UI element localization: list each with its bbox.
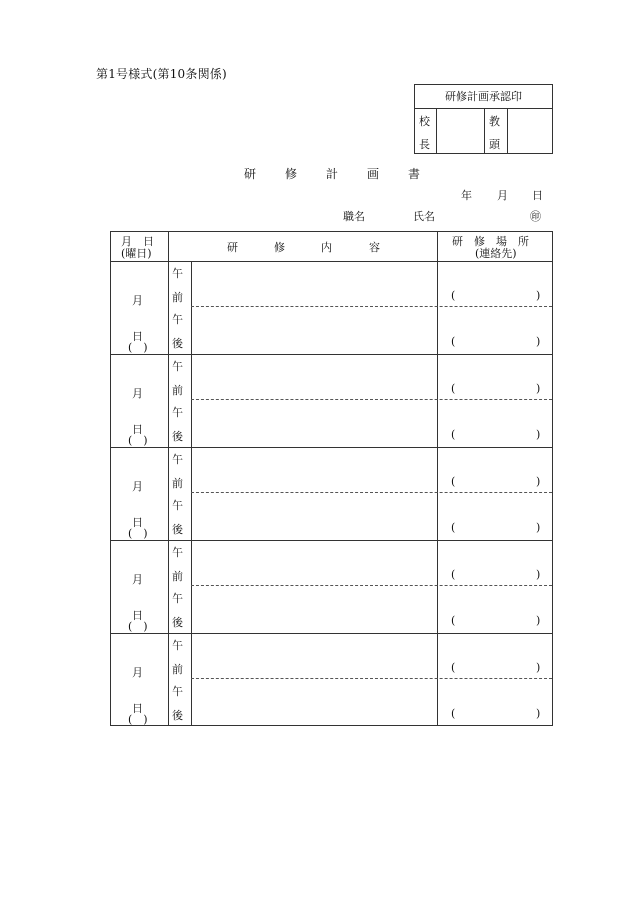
row-pm-place-open: ( bbox=[451, 428, 456, 441]
row-pm-place-close: ) bbox=[536, 335, 541, 348]
approval-stamp-box bbox=[414, 84, 553, 154]
row-day-label: 日 bbox=[132, 609, 143, 622]
row-pm-label-2: 後 bbox=[172, 616, 183, 629]
header-content-char-1: 研 bbox=[227, 241, 238, 254]
principal-label-2: 長 bbox=[419, 138, 430, 151]
row-day-label: 日 bbox=[132, 423, 143, 436]
row-pm-label-1: 午 bbox=[172, 406, 183, 419]
row-pm-label-1: 午 bbox=[172, 499, 183, 512]
row-pm-label-2: 後 bbox=[172, 430, 183, 443]
day-label: 日 bbox=[532, 189, 543, 202]
row-am-label-2: 前 bbox=[172, 291, 183, 304]
row-pm-place-close: ) bbox=[536, 614, 541, 627]
header-content-char-2: 修 bbox=[274, 241, 285, 254]
row-am-place-close: ) bbox=[536, 289, 541, 302]
vice-principal-seal-area[interactable] bbox=[508, 109, 552, 153]
row-day-label: 日 bbox=[132, 330, 143, 343]
row-am-label-1: 午 bbox=[172, 453, 183, 466]
name-label: 氏名 bbox=[413, 210, 435, 223]
row-am-place-open: ( bbox=[451, 289, 456, 302]
row-am-label-2: 前 bbox=[172, 663, 183, 676]
row-am-label-1: 午 bbox=[172, 639, 183, 652]
year-label: 年 bbox=[461, 189, 472, 202]
row-am-place-close: ) bbox=[536, 661, 541, 674]
form-number-label: 第1号様式(第10条関係) bbox=[96, 67, 227, 81]
row-weekday-label: ( ) bbox=[128, 434, 148, 447]
row-am-place-open: ( bbox=[451, 661, 456, 674]
row-pm-place-open: ( bbox=[451, 521, 456, 534]
row-weekday-label: ( ) bbox=[128, 527, 148, 540]
document-title-char-4: 画 bbox=[367, 167, 380, 181]
row-month-label: 月 bbox=[132, 480, 143, 493]
document-title-char-1: 研 bbox=[244, 167, 257, 181]
principal-label-1: 校 bbox=[419, 115, 430, 128]
header-content-char-3: 内 bbox=[321, 241, 332, 254]
row-day-label: 日 bbox=[132, 516, 143, 529]
vice-principal-label-2: 頭 bbox=[489, 138, 500, 151]
row-am-place-open: ( bbox=[451, 475, 456, 488]
row-pm-label-2: 後 bbox=[172, 523, 183, 536]
document-title-char-5: 書 bbox=[408, 167, 421, 181]
document-title-char-2: 修 bbox=[285, 167, 298, 181]
row-pm-place-open: ( bbox=[451, 707, 456, 720]
row-am-place-close: ) bbox=[536, 382, 541, 395]
row-am-label-2: 前 bbox=[172, 570, 183, 583]
row-am-place-open: ( bbox=[451, 382, 456, 395]
row-pm-place-close: ) bbox=[536, 428, 541, 441]
row-am-place-open: ( bbox=[451, 568, 456, 581]
row-month-label: 月 bbox=[132, 294, 143, 307]
row-day-label: 日 bbox=[132, 702, 143, 715]
row-am-label-2: 前 bbox=[172, 477, 183, 490]
header-date: 月 日 bbox=[121, 235, 154, 248]
approval-box-title: 研修計画承認印 bbox=[415, 85, 552, 109]
row-pm-label-2: 後 bbox=[172, 709, 183, 722]
month-label: 月 bbox=[497, 189, 508, 202]
row-am-label-1: 午 bbox=[172, 267, 183, 280]
row-pm-place-close: ) bbox=[536, 521, 541, 534]
training-plan-table bbox=[110, 231, 553, 726]
seal-mark: ㊞ bbox=[530, 210, 541, 223]
row-am-label-2: 前 bbox=[172, 384, 183, 397]
row-am-place-close: ) bbox=[536, 475, 541, 488]
header-weekday: (曜日) bbox=[121, 247, 152, 260]
row-month-label: 月 bbox=[132, 573, 143, 586]
row-pm-place-open: ( bbox=[451, 614, 456, 627]
row-pm-place-open: ( bbox=[451, 335, 456, 348]
row-weekday-label: ( ) bbox=[128, 620, 148, 633]
row-pm-place-close: ) bbox=[536, 707, 541, 720]
row-pm-label-1: 午 bbox=[172, 313, 183, 326]
row-am-place-close: ) bbox=[536, 568, 541, 581]
row-pm-label-1: 午 bbox=[172, 592, 183, 605]
header-content-char-4: 容 bbox=[369, 241, 380, 254]
row-pm-label-2: 後 bbox=[172, 337, 183, 350]
vice-principal-label-1: 教 bbox=[489, 115, 500, 128]
row-pm-label-1: 午 bbox=[172, 685, 183, 698]
header-contact: (連絡先) bbox=[475, 247, 517, 260]
header-training-place: 研 修 場 所 bbox=[452, 235, 529, 248]
row-weekday-label: ( ) bbox=[128, 341, 148, 354]
row-month-label: 月 bbox=[132, 666, 143, 679]
document-title-char-3: 計 bbox=[326, 167, 339, 181]
position-label: 職名 bbox=[343, 210, 365, 223]
row-am-label-1: 午 bbox=[172, 546, 183, 559]
row-am-label-1: 午 bbox=[172, 360, 183, 373]
row-weekday-label: ( ) bbox=[128, 713, 148, 726]
row-month-label: 月 bbox=[132, 387, 143, 400]
principal-seal-area[interactable] bbox=[437, 109, 483, 153]
